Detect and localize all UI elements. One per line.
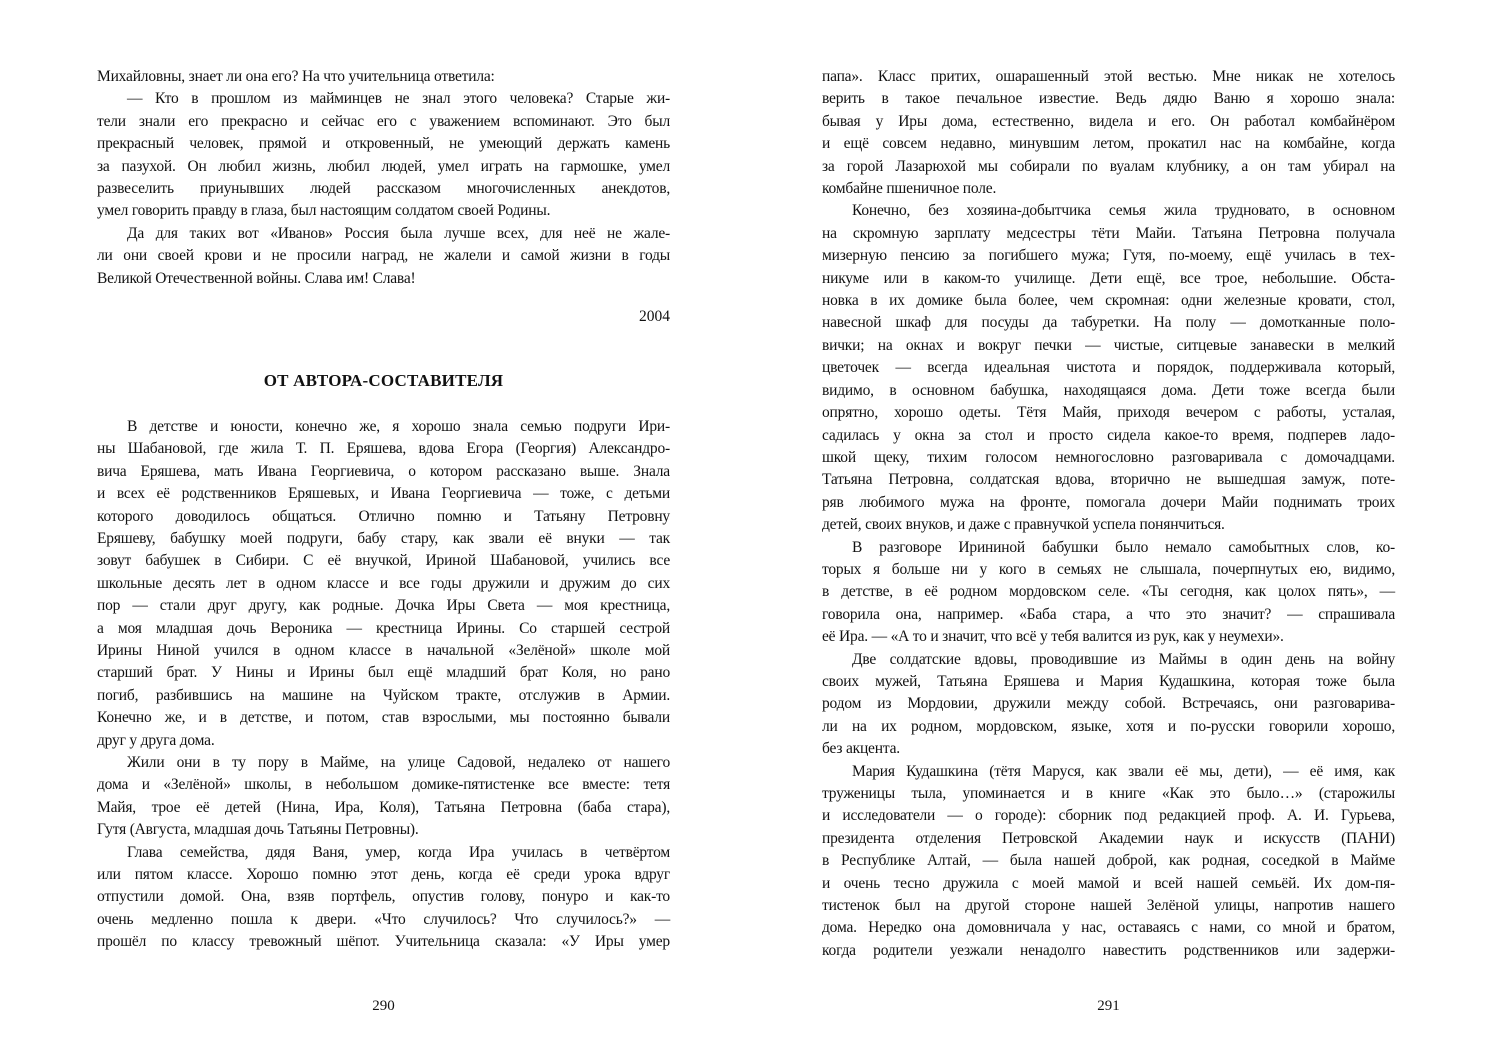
page-number: 290 [372,998,395,1014]
text-line: вича Еряшева, мать Ивана Георгиевича, о котором рассказано выше. Знала [97,462,670,480]
text-line: её Ира. — «А то и значит, что всё у тебя валится из рук, как у неумехи». [822,628,1284,646]
text-line: ны Шабановой, где жила Т. П. Еряшева, вдова Егора (Георгия) Александро- [97,440,670,458]
text-line: Жили они в ту пору в Майме, на улице Садовой, недалеко от нашего [127,753,670,771]
page-left-text-block [97,0,670,954]
page-right [822,0,1395,1058]
text-line: друг у друга дома. [97,731,215,749]
text-line: старший брат. У Нины и Ирины был ещё младший брат Коля, но рано [97,664,670,682]
page-right-text-block [822,0,1395,962]
text-line: Конечно же, и в детстве, и потом, став взрослыми, мы постоянно бывали [97,709,670,727]
text-line: президента отделения Петровской Академии наук и искусств (ПАНИ) [822,829,1395,847]
text-line: в детстве, в её родном мордовском селе. «Ты сегодня, как цолох пять», — [822,583,1395,601]
text-line: комбайне пшеничное поле. [822,180,997,198]
text-line: торых я больше ни у кого в семьях не слышала, почерпнутых ею, видимо, [822,560,1395,578]
text-line: В разговоре Ирининой бабушки было немало самобытных слов, ко- [852,538,1395,556]
text-line: школьные десять лет в одном классе и все годы дружили и дружим до сих [97,574,670,592]
text-line: Глава семейства, дядя Ваня, умер, когда Ира училась в четвёртом [127,843,670,861]
text-line: на скромную зарплату медсестры тёти Майи. Татьяна Петровна получала [822,224,1395,242]
text-line: навесной шкаф для посуды да табуретки. На полу — домотканные поло- [822,314,1395,332]
text-line: за пазухой. Он любил жизнь, любил людей, умел играть на гармошке, умел [97,157,670,175]
text-line: умел говорить правду в глаза, был настоящим солдатом своей Родины. [97,202,551,220]
text-line: Великой Отечественной войны. Слава им! Слава! [97,269,416,287]
text-line: вички; на окнах и вокруг печки — чистые, ситцевые занавески в мелкий [822,336,1395,354]
text-line: без акцента. [822,740,900,758]
text-line: тистенок был на другой стороне нашей Зелёной улицы, напротив нашего [822,897,1395,915]
text-line: Михайловны, знает ли она его? На что учительница ответила: [97,68,495,85]
text-line: погиб, разбившись на машине на Чуйском тракте, отслужив в Армии. [97,686,670,704]
text-line: Мария Кудашкина (тётя Маруся, как звали её мы, дети), — её имя, как [852,762,1395,780]
text-line: ряв любимого мужа на фронте, помогала дочери Майи поднимать троих [822,493,1395,511]
text-line: Еряшеву, бабушку моей подруги, бабу стару, как звали её внуки — так [97,529,670,547]
text-line: никуме или в каком-то училище. Дети ещё, все трое, небольшие. Обста- [822,269,1395,287]
text-line: Гутя (Августа, младшая дочь Татьяны Петровны). [97,821,419,839]
text-line: за горой Лазарюхой мы собирали по вуалам клубнику, а он там убирал на [822,157,1395,175]
text-line: зовут бабушек в Сибири. С её внучкой, Ириной Шабановой, учились все [97,552,670,570]
text-line: шкой щеку, тихим голосом немногословно разговаривала с домочадцами. [822,448,1395,466]
text-line: Ирины Ниной учился в одном классе в начальной «Зелёной» школе мой [97,641,670,659]
text-line: пор — стали друг другу, как родные. Дочка Иры Света — моя крестница, [97,597,670,615]
year-line: 2004 [639,308,670,326]
text-line: дома. Нередко она домовничала у нас, оставаясь с нами, со мной и братом, [822,919,1395,937]
text-line: в Республике Алтай, — была нашей доброй, как родная, соседкой в Майме [822,852,1395,870]
text-line: отпустили домой. Она, взяв портфель, опустив голову, понуро и как-то [97,888,670,906]
text-line: цветочек — всегда идеальная чистота и порядок, поддерживала который, [822,359,1395,377]
text-line: Конечно, без хозяина-добытчика семья жила трудновато, в основном [852,202,1395,220]
text-line: своих мужей, Татьяна Еряшева и Мария Кудашкина, которая тоже была [822,672,1395,690]
text-line: Да для таких вот «Иванов» Россия была лучше всех, для неё не жале- [127,224,670,242]
text-line: видимо, в основном бабушка, находящаяся дома. Дети тоже всегда были [822,381,1395,399]
text-line: ли они своей крови и не просили наград, не жалели и самой жизни в годы [97,247,670,265]
section-heading: ОТ АВТОРА-СОСТАВИТЕЛЯ [263,371,504,391]
text-line: папа». Класс притих, ошарашенный этой вестью. Мне никак не хотелось [822,68,1395,85]
text-line: Татьяна Петровна, солдатская вдова, вторично не вышедшая замуж, поте- [822,471,1395,489]
text-line: В детстве и юности, конечно же, я хорошо знала семью подруги Ири- [127,417,670,435]
text-line: и очень тесно дружила с моей мамой и всей нашей семьёй. Их дом-пя- [822,874,1395,892]
text-line: Две солдатские вдовы, проводившие из Маймы в один день на войну [852,650,1395,668]
text-line: новка в их домике была более, чем скромная: одни железные кровати, стол, [822,292,1395,310]
text-line: тели знали его прекрасно и сейчас его с уважением вспоминают. Это был [97,112,670,130]
text-line: Майя, трое её детей (Нина, Ира, Коля), Татьяна Петровна (баба стара), [97,798,670,816]
text-line: — Кто в прошлом из майминцев не знал этого человека? Старые жи- [127,90,670,108]
text-line: труженицы тыла, упоминается и в книге «Как это было…» (старожилы [822,785,1395,802]
text-line: верить в такое печальное известие. Ведь дядю Ваню я хорошо знала: [822,90,1395,108]
text-line: когда родители уезжали ненадолго навестить родственников или задержи- [822,941,1395,959]
text-line: говорила она, например. «Баба стара, а что это значит? — спрашивала [822,605,1395,623]
page-number: 291 [1097,998,1120,1014]
text-line: и исследователи — о городе): сборник под редакцией проф. А. И. Гурьева, [822,807,1395,825]
text-line: прошёл по классу тревожный шёпот. Учительница сказала: «У Иры умер [97,933,670,951]
text-line: родом из Мордовии, дружили между собой. Встречаясь, они разговарива- [822,695,1395,713]
text-line: опрятно, хорошо одеты. Тётя Майя, приходя вечером с работы, усталая, [822,404,1395,422]
text-line: дома и «Зелёной» школы, в небольшом домике-пятистенке все вместе: тетя [97,776,670,794]
text-line: которого доводилось общаться. Отлично помню и Татьяну Петровну [97,507,670,525]
text-line: ли на их родном, мордовском, языке, хотя и по-русски говорили хорошо, [822,717,1395,735]
text-line: очень медленно пошла к двери. «Что случилось? Что случилось?» — [97,910,670,928]
text-line: мизерную пенсию за погибшего мужа; Гутя, по-моему, ещё училась в тех- [822,247,1395,265]
text-line: а моя младшая дочь Вероника — крестница Ирины. Со старшей сестрой [97,619,670,637]
text-line: бывая у Иры дома, естественно, видела и его. Он работал комбайнёром [822,112,1395,130]
text-line: и всех её родственников Еряшевых, и Ивана Георгиевича — тоже, с детьми [97,485,670,503]
text-line: или пятом классе. Хорошо помню этот день, когда её среди урока вдруг [97,866,670,883]
text-line: и ещё совсем недавно, минувшим летом, прокатил нас на комбайне, когда [822,135,1395,153]
text-line: детей, своих внуков, и даже с правнучкой успела понянчиться. [822,516,1225,534]
page-left [97,0,670,1058]
text-line: развеселить приунывших людей рассказом многочисленных анекдотов, [97,180,670,198]
text-line: прекрасный человек, прямой и откровенный, не умеющий держать камень [97,135,670,153]
text-line: садилась у окна за стол и просто сидела какое-то время, подперев ладо- [822,426,1395,444]
